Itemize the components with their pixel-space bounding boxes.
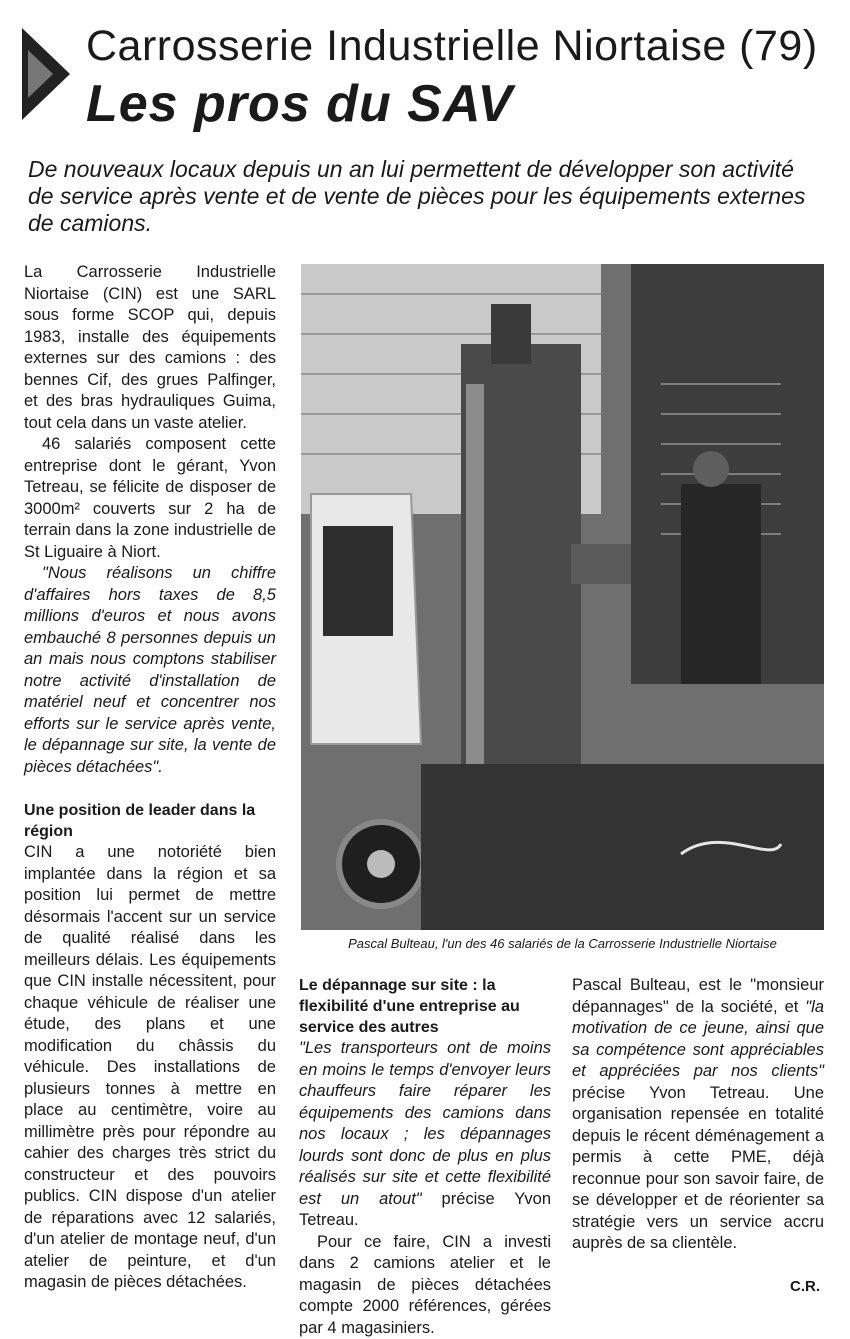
article-photo: [301, 264, 824, 930]
author-byline: C.R.: [790, 1278, 820, 1295]
body-column-left-bottom: [24, 800, 276, 1294]
body-paragraph: Pour ce faire, CIN a investi dans 2 camions atelier et le magasin de pièces détachées compte 2000 références, gérées par 4 magasiniers.: [299, 1232, 551, 1339]
body-paragraph: [299, 1038, 551, 1232]
section-arrow-inner-icon: [28, 50, 53, 98]
body-column-left-top: [24, 262, 276, 778]
body-paragraph: [572, 975, 824, 1255]
article-kicker: Carrosserie Industrielle Niortaise (79): [86, 20, 836, 72]
body-column-middle: [299, 975, 551, 1339]
photo-caption: Pascal Bulteau, l'un des 46 salariés de la Carrosserie Industrielle Niortaise: [301, 935, 824, 953]
body-paragraph: CIN a une notoriété bien implantée dans la région et sa position lui permet de mettre désormais l'accent sur un service de qualité réalisé dans les meilleurs délais. Les équipements que CIN installe nécessitent, pour chaque véhicule de réaliser une étude, des plans et une modification du châssis du véhicule. Des installations de plusieurs tonnes à mettre en place au centimètre, voire au millimètre près pour répondre au cahier des charges très strict du constructeur et des pouvoirs publics. CIN dispose d'un atelier de réparations avec 12 salariés, d'un atelier de montage neuf, d'un atelier de peinture, et d'un magasin de pièces détachées.: [24, 842, 276, 1294]
body-text: précise Yvon Tetreau. Une organisation repensée en totalité depuis le récent déménagement a permis à cette PME, déjà reconnue pour son savoir faire, de se développer et de réorienter sa stratégie vers un service accru auprès de sa clientèle.: [572, 1084, 824, 1253]
body-text: Pascal Bulteau, est le "monsieur dépannages" de la société, et: [572, 976, 824, 1016]
quote-text: "la motivation de ce jeune, ainsi que sa compétence sont appréciables et appréciées par nos clients": [572, 998, 824, 1081]
subheading: Une position de leader dans la région: [24, 800, 276, 842]
body-column-right: [572, 975, 824, 1255]
body-paragraph: La Carrosserie Industrielle Niortaise (CIN) est une SARL sous forme SCOP qui, depuis 1983, installe des équipements externes sur des camions : des bennes Cif, des grues Palfinger, et des bras hydrauliques Guima, tout cela dans un vaste atelier.: [24, 262, 276, 434]
quote-text: "Les transporteurs ont de moins en moins le temps d'envoyer leurs chauffeurs faire réparer les équipements des camions dans nos locaux ; les dépannages lourds sont donc de plus en plus réalisés sur site et cette flexibilité est un atout": [299, 1039, 551, 1208]
subheading: Le dépannage sur site : la flexibilité d'une entreprise au service des autres: [299, 975, 551, 1038]
quote-attribution: précise Yvon Tetreau.: [299, 1190, 551, 1230]
quote-paragraph: "Nous réalisons un chiffre d'affaires hors taxes de 8,5 millions d'euros et nous avons embauché 8 personnes depuis un an mais nous comptons stabiliser notre activité d'installation de matériel neuf et concentrer nos efforts sur le service après vente, le dépannage sur site, la vente de pièces détachées".: [24, 563, 276, 778]
article-headline: Les pros du SAV: [86, 74, 513, 134]
photo-truck-crane-illustration: [301, 264, 824, 930]
body-paragraph: 46 salariés composent cette entreprise dont le gérant, Yvon Tetreau, se félicite de disposer de 3000m² couverts sur 2 ha de terrain dans la zone industrielle de St Liguaire à Niort.: [24, 434, 276, 563]
article-deck: De nouveaux locaux depuis un an lui permettent de développer son activité de service après vente et de vente de pièces pour les équipements externes de camions.: [28, 156, 818, 237]
